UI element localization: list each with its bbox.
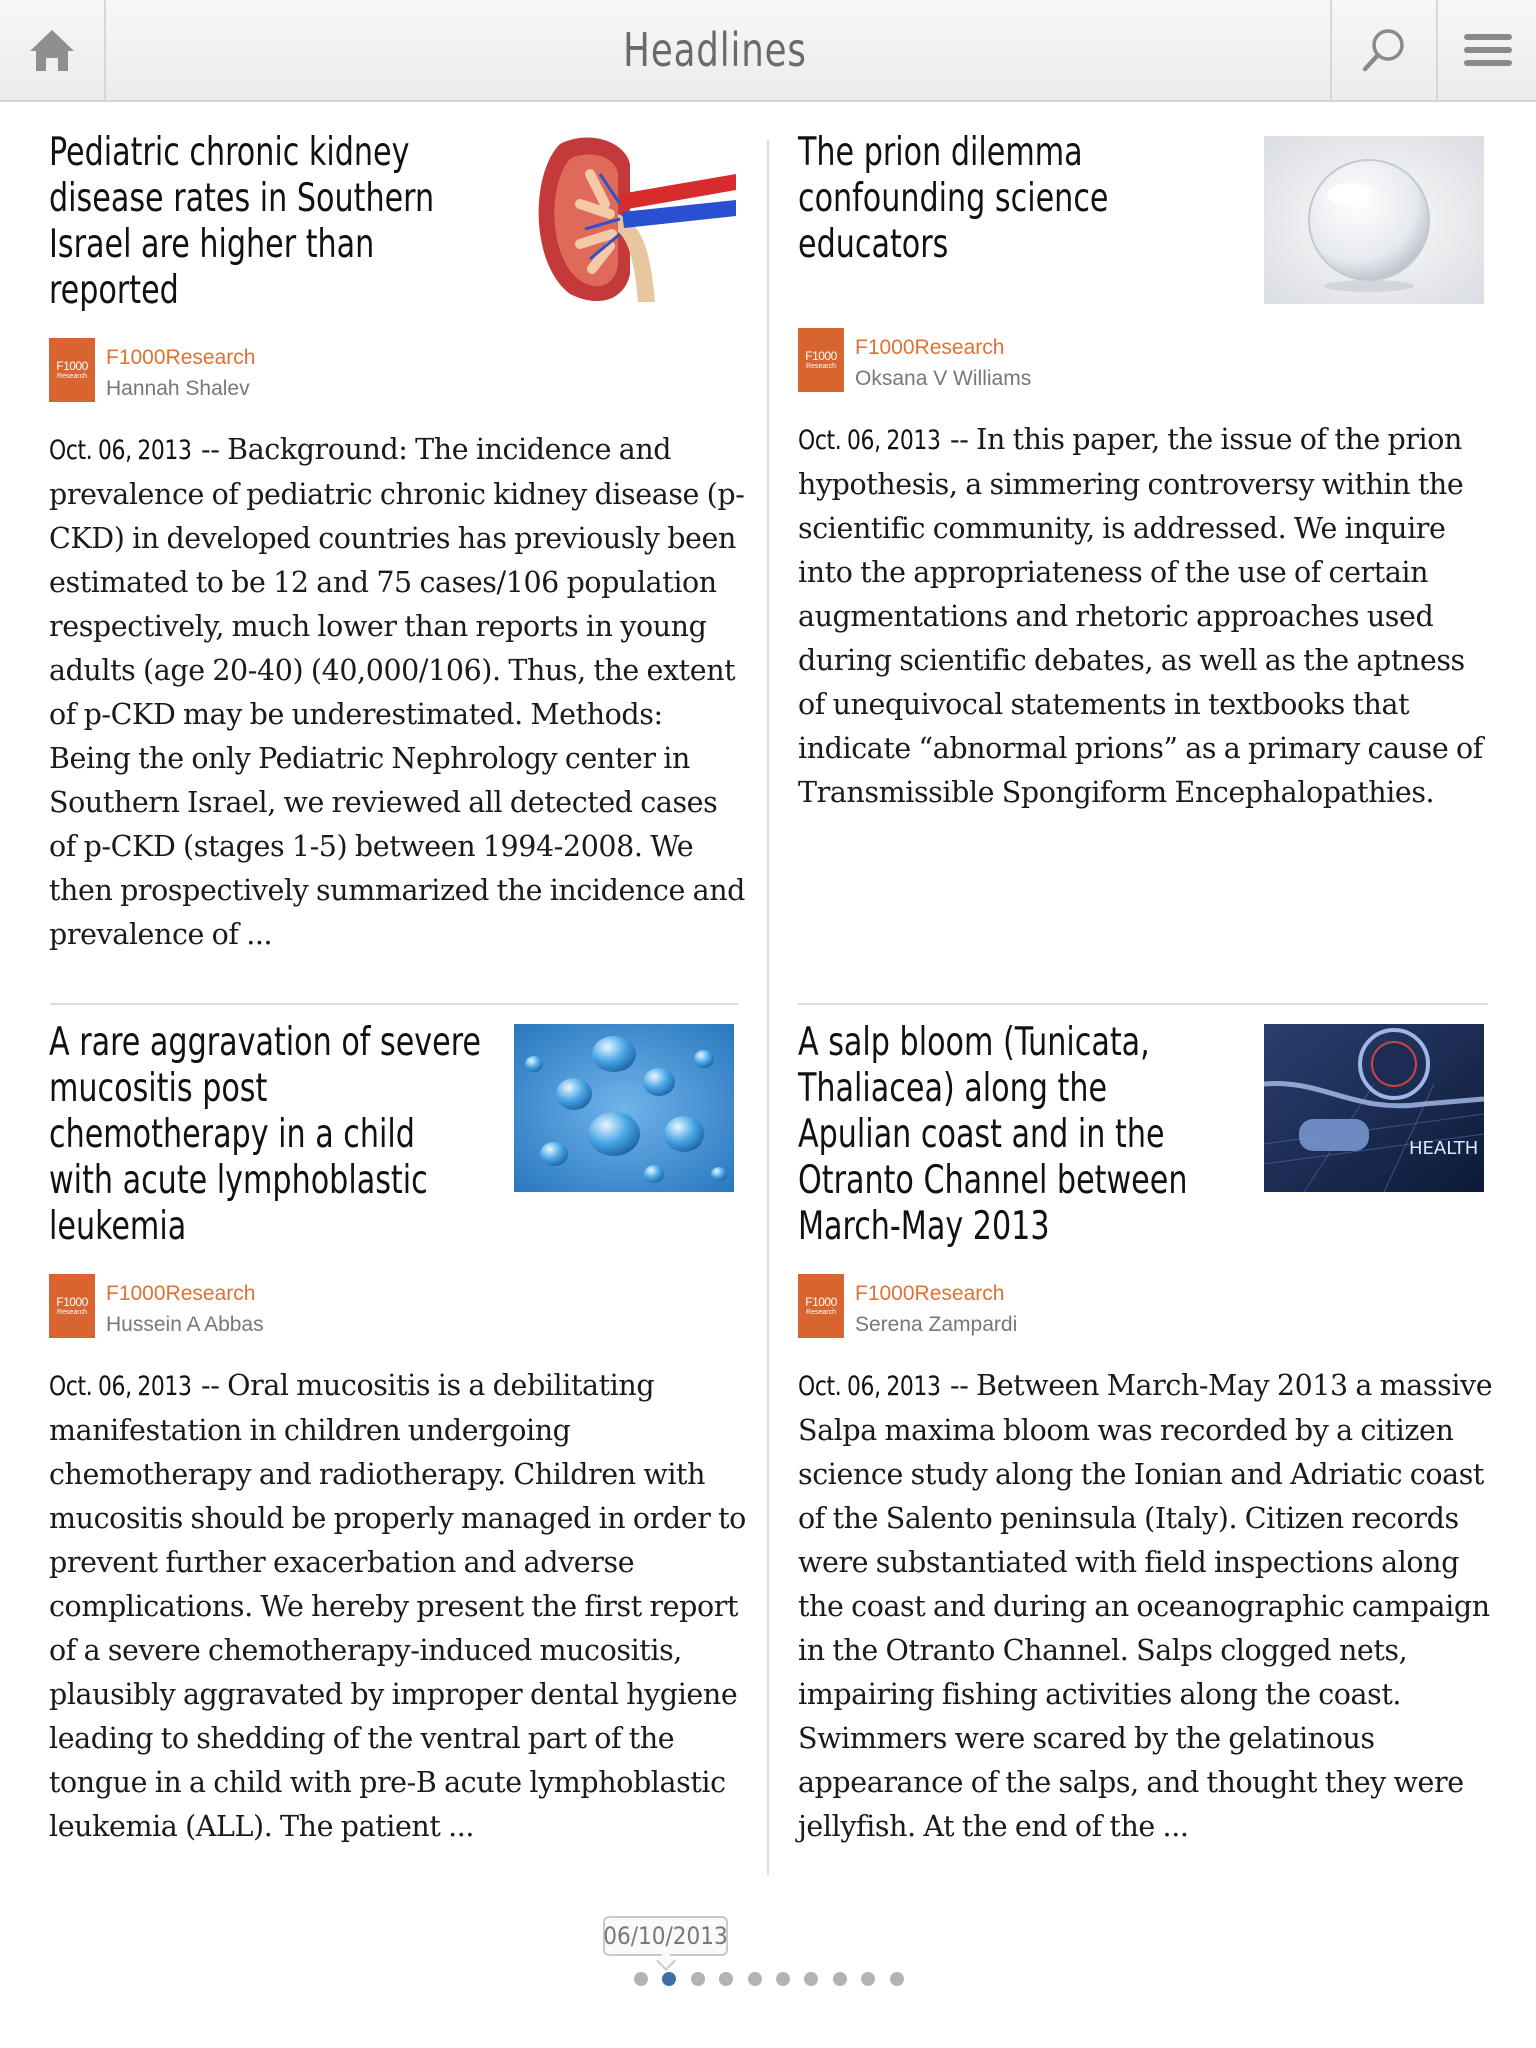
home-icon bbox=[27, 27, 77, 73]
article-summary: -- Between March-May 2013 a massive Salpa maxima bloom was recorded by a citizen science study along the Ionian and Adriatic coast of the Salento peninsula (Italy). Citizen records were substantiated with field inspections along the coast and during an oceanographic campaign in the Otranto Channel. Salps clogged nets, impairing fishing activities along the coast. Swimmers were scared by the gelatinous appearance of the salps, and thought they were jellyfish. At the end of the ... bbox=[798, 1369, 1493, 1843]
menu-icon bbox=[1464, 31, 1512, 69]
f1000research-logo: F1000 Research bbox=[798, 1274, 844, 1338]
page-dot[interactable] bbox=[776, 1972, 790, 1986]
page-dot[interactable] bbox=[719, 1972, 733, 1986]
row-divider-left bbox=[50, 1003, 738, 1005]
top-bar bbox=[0, 0, 1536, 102]
article-thumbnail[interactable] bbox=[1264, 136, 1484, 304]
home-button[interactable] bbox=[0, 0, 106, 100]
column-divider bbox=[767, 140, 769, 1875]
article-source bbox=[49, 338, 449, 404]
article-thumbnail[interactable] bbox=[514, 1024, 734, 1192]
f1000research-logo: F1000 Research bbox=[798, 328, 844, 392]
article-excerpt bbox=[49, 428, 749, 957]
source-name[interactable]: F1000Research bbox=[855, 336, 1005, 359]
pager-date-tooltip: 06/10/2013 bbox=[603, 1916, 728, 1956]
page-dot[interactable] bbox=[861, 1972, 875, 1986]
article-card[interactable] bbox=[798, 130, 1488, 960]
article-title-line: Apulian coast and in the bbox=[798, 1112, 1165, 1157]
page-dot[interactable] bbox=[662, 1972, 676, 1986]
article-title-line: A rare aggravation of severe bbox=[49, 1020, 481, 1065]
article-title[interactable] bbox=[49, 1020, 481, 1250]
article-date: Oct. 06, 2013 bbox=[49, 435, 192, 466]
article-excerpt bbox=[49, 1364, 749, 1849]
health-image-text: HEALTH bbox=[1409, 1138, 1479, 1159]
article-title-line: The prion dilemma bbox=[798, 130, 1083, 175]
article-title-line: confounding science bbox=[798, 176, 1109, 221]
kidney-illustration bbox=[530, 134, 736, 302]
article-title-line: Israel are higher than bbox=[49, 222, 375, 267]
menu-button[interactable] bbox=[1436, 0, 1536, 100]
article-title-line: mucositis post bbox=[49, 1066, 268, 1111]
article-title[interactable] bbox=[49, 130, 434, 314]
article-source bbox=[49, 1274, 449, 1340]
article-title[interactable] bbox=[798, 1020, 1187, 1250]
page-indicator[interactable] bbox=[634, 1972, 904, 1988]
article-card[interactable] bbox=[49, 1020, 746, 1850]
page-dot[interactable] bbox=[634, 1972, 648, 1986]
f1000research-logo: F1000 Research bbox=[49, 338, 95, 402]
author-name: Hussein A Abbas bbox=[106, 1313, 264, 1336]
search-button[interactable] bbox=[1330, 0, 1436, 100]
article-title-line: with acute lymphoblastic bbox=[49, 1158, 428, 1203]
article-date: Oct. 06, 2013 bbox=[798, 1371, 941, 1402]
article-title-line: Pediatric chronic kidney bbox=[49, 130, 410, 175]
article-date: Oct. 06, 2013 bbox=[49, 1371, 192, 1402]
water-droplets-image bbox=[514, 1024, 734, 1192]
source-name[interactable]: F1000Research bbox=[855, 1282, 1005, 1305]
article-title-line: reported bbox=[49, 268, 179, 313]
source-name[interactable]: F1000Research bbox=[106, 1282, 256, 1305]
article-title-line: chemotherapy in a child bbox=[49, 1112, 415, 1157]
author-name: Oksana V Williams bbox=[855, 367, 1032, 390]
article-title-line: Thaliacea) along the bbox=[798, 1066, 1108, 1111]
article-title-line: disease rates in Southern bbox=[49, 176, 435, 221]
page-dot[interactable] bbox=[804, 1972, 818, 1986]
article-title-line: A salp bloom (Tunicata, bbox=[798, 1020, 1150, 1065]
article-card[interactable] bbox=[798, 1020, 1493, 1850]
health-tech-image bbox=[1264, 1024, 1484, 1192]
article-title-line: leukemia bbox=[49, 1204, 187, 1249]
article-summary: -- Background: The incidence and prevalence of pediatric chronic kidney disease (p-CKD) in developed countries has previously been estimated to be 12 and 75 cases/106 population respectively, much lower than reports in young adults (age 20-40) (40,000/106). Thus, the extent of p-CKD may be underestimated. Methods: Being the only Pediatric Nephrology center in Southern Israel, we reviewed all detected cases of p-CKD (stages 1-5) between 1994-2008. We then prospectively summarized the incidence and prevalence of ... bbox=[49, 433, 745, 951]
article-title-line: educators bbox=[798, 222, 949, 267]
article-date: Oct. 06, 2013 bbox=[798, 425, 941, 456]
article-thumbnail[interactable] bbox=[1264, 1024, 1484, 1192]
glass-sphere-image bbox=[1264, 136, 1484, 304]
page-dot[interactable] bbox=[691, 1972, 705, 1986]
article-summary: -- Oral mucositis is a debilitating manifestation in children undergoing chemotherapy and radiotherapy. Children with mucositis should be properly managed in order to prevent further exacerbation and adverse complications. We hereby present the first report of a severe chemotherapy-induced mucositis, plausibly aggravated by improper dental hygiene leading to shedding of the ventral part of the tongue in a child with pre-B acute lymphoblastic leukemia (ALL). The patient ... bbox=[49, 1369, 746, 1843]
page-dot[interactable] bbox=[748, 1972, 762, 1986]
article-thumbnail[interactable] bbox=[530, 134, 736, 302]
search-icon bbox=[1359, 25, 1409, 75]
article-source bbox=[798, 1274, 1198, 1340]
article-source bbox=[798, 328, 1198, 394]
page-dot[interactable] bbox=[833, 1972, 847, 1986]
f1000research-logo: F1000 Research bbox=[49, 1274, 95, 1338]
article-title[interactable] bbox=[798, 130, 1108, 268]
page-dot[interactable] bbox=[890, 1972, 904, 1986]
page-title: Headlines bbox=[623, 23, 807, 77]
article-summary: -- In this paper, the issue of the prion hypothesis, a simmering controversy within the scientific community, is addressed. We inquire into the appropriateness of the use of certain augmentations and rhetoric approaches used during scientific debates, as well as the aptness of unequivocal statements in textbooks that indicate “abnormal prions” as a primary cause of Transmissible Spongiform Encephalopathies. bbox=[798, 423, 1483, 809]
author-name: Serena Zampardi bbox=[855, 1313, 1018, 1336]
author-name: Hannah Shalev bbox=[106, 377, 250, 400]
article-excerpt bbox=[798, 1364, 1498, 1849]
article-card[interactable] bbox=[49, 130, 745, 960]
article-excerpt bbox=[798, 418, 1498, 815]
article-title-line: Otranto Channel between bbox=[798, 1158, 1188, 1203]
article-title-line: March-May 2013 bbox=[798, 1204, 1050, 1249]
source-name[interactable]: F1000Research bbox=[106, 346, 256, 369]
row-divider-right bbox=[798, 1003, 1488, 1005]
